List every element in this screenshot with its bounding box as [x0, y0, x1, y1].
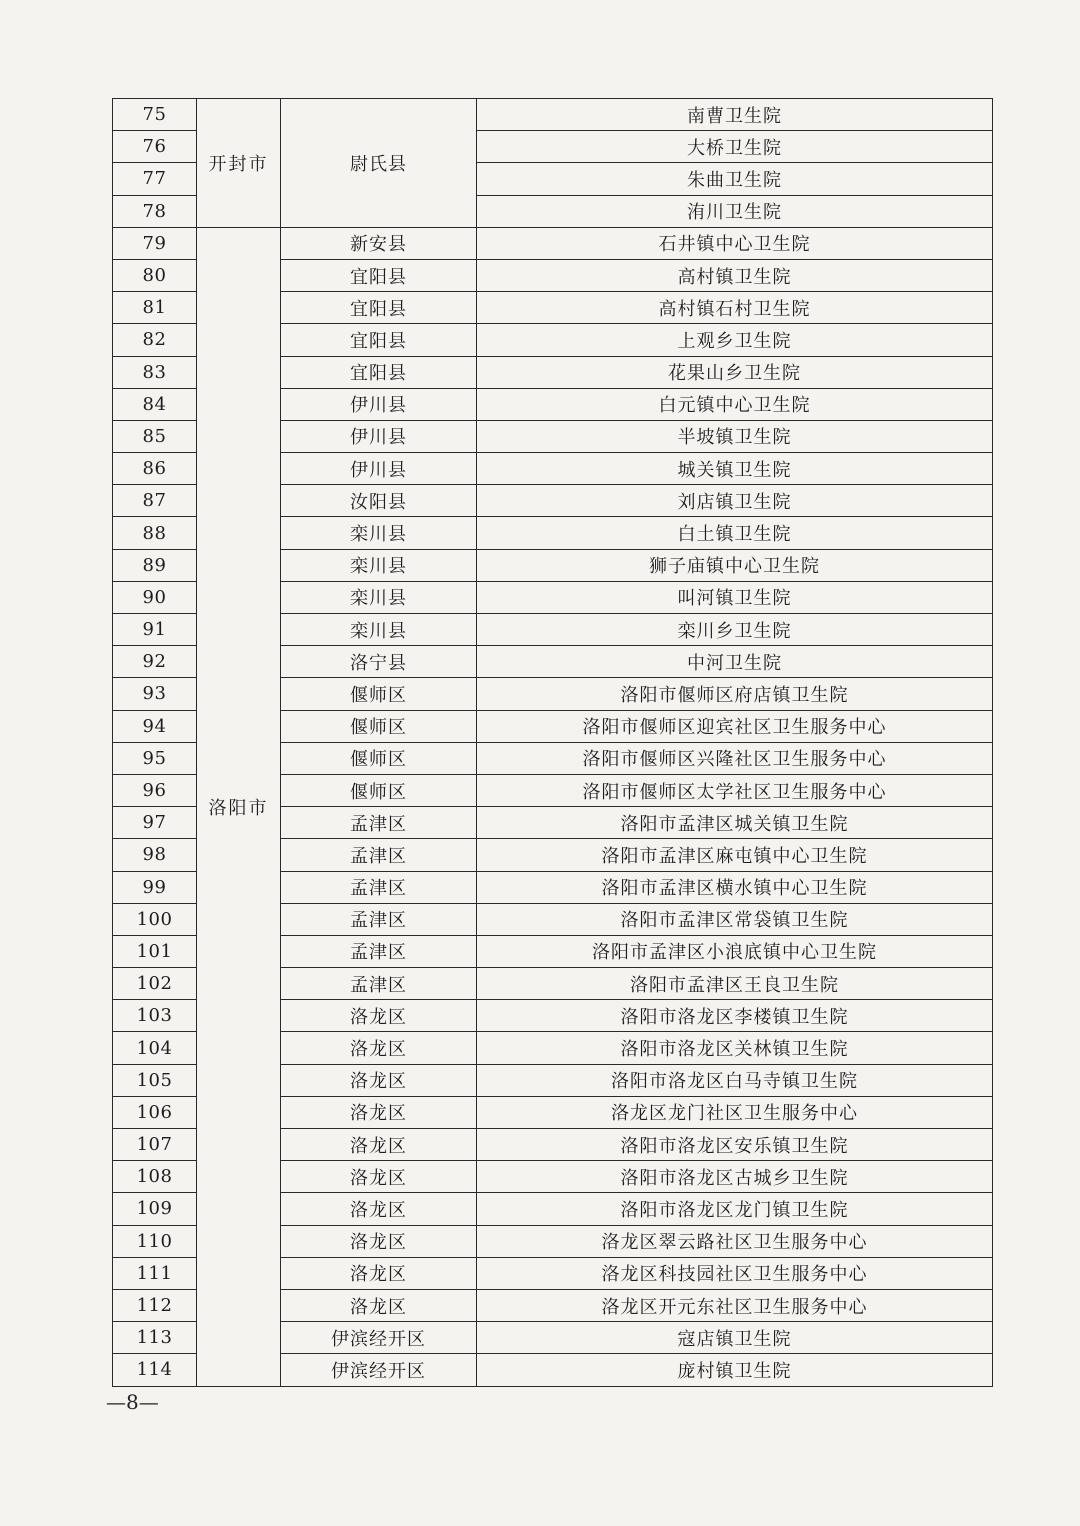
row-number: 81: [113, 292, 197, 324]
institution-name: 洛阳市孟津区小浪底镇中心卫生院: [477, 935, 993, 967]
row-number: 100: [113, 903, 197, 935]
table-row: [113, 227, 993, 259]
row-number: 90: [113, 581, 197, 613]
institution-name: 庞村镇卫生院: [477, 1354, 993, 1386]
institution-name: 上观乡卫生院: [477, 324, 993, 356]
row-number: 114: [113, 1354, 197, 1386]
hospital-list-table: [112, 98, 993, 1387]
county-cell: 孟津区: [281, 968, 477, 1000]
institution-name: 朱曲卫生院: [477, 163, 993, 195]
row-number: 105: [113, 1064, 197, 1096]
county-cell: 洛龙区: [281, 1289, 477, 1321]
county-cell: 洛龙区: [281, 1129, 477, 1161]
institution-name: 高村镇石村卫生院: [477, 292, 993, 324]
county-cell: 偃师区: [281, 710, 477, 742]
row-number: 108: [113, 1161, 197, 1193]
institution-name: 洛龙区龙门社区卫生服务中心: [477, 1096, 993, 1128]
institution-name: 洛龙区开元东社区卫生服务中心: [477, 1289, 993, 1321]
county-cell: 洛龙区: [281, 1032, 477, 1064]
row-number: 95: [113, 742, 197, 774]
row-number: 80: [113, 259, 197, 291]
county-cell: 孟津区: [281, 871, 477, 903]
county-cell: 洛龙区: [281, 1096, 477, 1128]
row-number: 76: [113, 131, 197, 163]
institution-name: 洛阳市孟津区麻屯镇中心卫生院: [477, 839, 993, 871]
institution-name: 洛阳市洛龙区关林镇卫生院: [477, 1032, 993, 1064]
city-cell-luoyang: 洛阳市: [197, 227, 281, 1386]
institution-name: 洛阳市洛龙区安乐镇卫生院: [477, 1129, 993, 1161]
county-cell: 孟津区: [281, 839, 477, 871]
row-number: 94: [113, 710, 197, 742]
row-number: 111: [113, 1257, 197, 1289]
row-number: 104: [113, 1032, 197, 1064]
row-number: 107: [113, 1129, 197, 1161]
row-number: 110: [113, 1225, 197, 1257]
county-cell: 伊川县: [281, 420, 477, 452]
page-number: —8—: [106, 1390, 159, 1414]
row-number: 82: [113, 324, 197, 356]
row-number: 97: [113, 807, 197, 839]
county-cell: 洛龙区: [281, 1225, 477, 1257]
institution-name: 洛龙区翠云路社区卫生服务中心: [477, 1225, 993, 1257]
institution-name: 大桥卫生院: [477, 131, 993, 163]
county-cell: 洛龙区: [281, 1000, 477, 1032]
row-number: 103: [113, 1000, 197, 1032]
institution-name: 城关镇卫生院: [477, 453, 993, 485]
row-number: 77: [113, 163, 197, 195]
county-cell: 宜阳县: [281, 356, 477, 388]
county-cell: 孟津区: [281, 935, 477, 967]
row-number: 98: [113, 839, 197, 871]
institution-name: 中河卫生院: [477, 646, 993, 678]
institution-name: 洛阳市偃师区太学社区卫生服务中心: [477, 774, 993, 806]
county-cell: 宜阳县: [281, 292, 477, 324]
county-cell: 孟津区: [281, 903, 477, 935]
county-cell: 栾川县: [281, 581, 477, 613]
institution-name: 洛阳市洛龙区李楼镇卫生院: [477, 1000, 993, 1032]
county-cell: 伊滨经开区: [281, 1354, 477, 1386]
institution-name: 刘店镇卫生院: [477, 485, 993, 517]
table-row: [113, 99, 993, 131]
row-number: 92: [113, 646, 197, 678]
county-cell: 洛龙区: [281, 1161, 477, 1193]
institution-name: 狮子庙镇中心卫生院: [477, 549, 993, 581]
county-cell: 尉氏县: [281, 99, 477, 228]
county-cell: 伊滨经开区: [281, 1322, 477, 1354]
row-number: 85: [113, 420, 197, 452]
institution-name: 洛阳市孟津区横水镇中心卫生院: [477, 871, 993, 903]
institution-name: 石井镇中心卫生院: [477, 227, 993, 259]
institution-name: 白土镇卫生院: [477, 517, 993, 549]
row-number: 86: [113, 453, 197, 485]
row-number: 75: [113, 99, 197, 131]
institution-name: 南曹卫生院: [477, 99, 993, 131]
county-cell: 洛龙区: [281, 1193, 477, 1225]
institution-name: 洛阳市孟津区王良卫生院: [477, 968, 993, 1000]
institution-name: 栾川乡卫生院: [477, 614, 993, 646]
county-cell: 栾川县: [281, 517, 477, 549]
county-cell: 洛宁县: [281, 646, 477, 678]
row-number: 87: [113, 485, 197, 517]
institution-name: 叫河镇卫生院: [477, 581, 993, 613]
row-number: 99: [113, 871, 197, 903]
institution-name: 寇店镇卫生院: [477, 1322, 993, 1354]
row-number: 101: [113, 935, 197, 967]
county-cell: 伊川县: [281, 388, 477, 420]
row-number: 89: [113, 549, 197, 581]
institution-name: 洛阳市洛龙区龙门镇卫生院: [477, 1193, 993, 1225]
institution-name: 半坡镇卫生院: [477, 420, 993, 452]
row-number: 83: [113, 356, 197, 388]
county-cell: 栾川县: [281, 549, 477, 581]
county-cell: 偃师区: [281, 678, 477, 710]
row-number: 91: [113, 614, 197, 646]
city-cell-kaifeng: 开封市: [197, 99, 281, 228]
row-number: 113: [113, 1322, 197, 1354]
institution-name: 洛阳市孟津区城关镇卫生院: [477, 807, 993, 839]
institution-name: 白元镇中心卫生院: [477, 388, 993, 420]
county-cell: 洛龙区: [281, 1064, 477, 1096]
county-cell: 新安县: [281, 227, 477, 259]
row-number: 93: [113, 678, 197, 710]
row-number: 79: [113, 227, 197, 259]
institution-name: 洧川卫生院: [477, 195, 993, 227]
county-cell: 偃师区: [281, 742, 477, 774]
row-number: 112: [113, 1289, 197, 1321]
county-cell: 偃师区: [281, 774, 477, 806]
institution-name: 洛龙区科技园社区卫生服务中心: [477, 1257, 993, 1289]
institution-name: 洛阳市偃师区迎宾社区卫生服务中心: [477, 710, 993, 742]
institution-name: 洛阳市孟津区常袋镇卫生院: [477, 903, 993, 935]
county-cell: 汝阳县: [281, 485, 477, 517]
county-cell: 伊川县: [281, 453, 477, 485]
county-cell: 孟津区: [281, 807, 477, 839]
row-number: 84: [113, 388, 197, 420]
row-number: 109: [113, 1193, 197, 1225]
row-number: 106: [113, 1096, 197, 1128]
institution-name: 洛阳市洛龙区白马寺镇卫生院: [477, 1064, 993, 1096]
institution-name: 洛阳市偃师区兴隆社区卫生服务中心: [477, 742, 993, 774]
county-cell: 宜阳县: [281, 324, 477, 356]
institution-name: 洛阳市偃师区府店镇卫生院: [477, 678, 993, 710]
row-number: 78: [113, 195, 197, 227]
row-number: 88: [113, 517, 197, 549]
row-number: 102: [113, 968, 197, 1000]
county-cell: 宜阳县: [281, 259, 477, 291]
county-cell: 栾川县: [281, 614, 477, 646]
institution-name: 花果山乡卫生院: [477, 356, 993, 388]
county-cell: 洛龙区: [281, 1257, 477, 1289]
institution-name: 洛阳市洛龙区古城乡卫生院: [477, 1161, 993, 1193]
institution-name: 高村镇卫生院: [477, 259, 993, 291]
row-number: 96: [113, 774, 197, 806]
table-body: [113, 99, 993, 1387]
